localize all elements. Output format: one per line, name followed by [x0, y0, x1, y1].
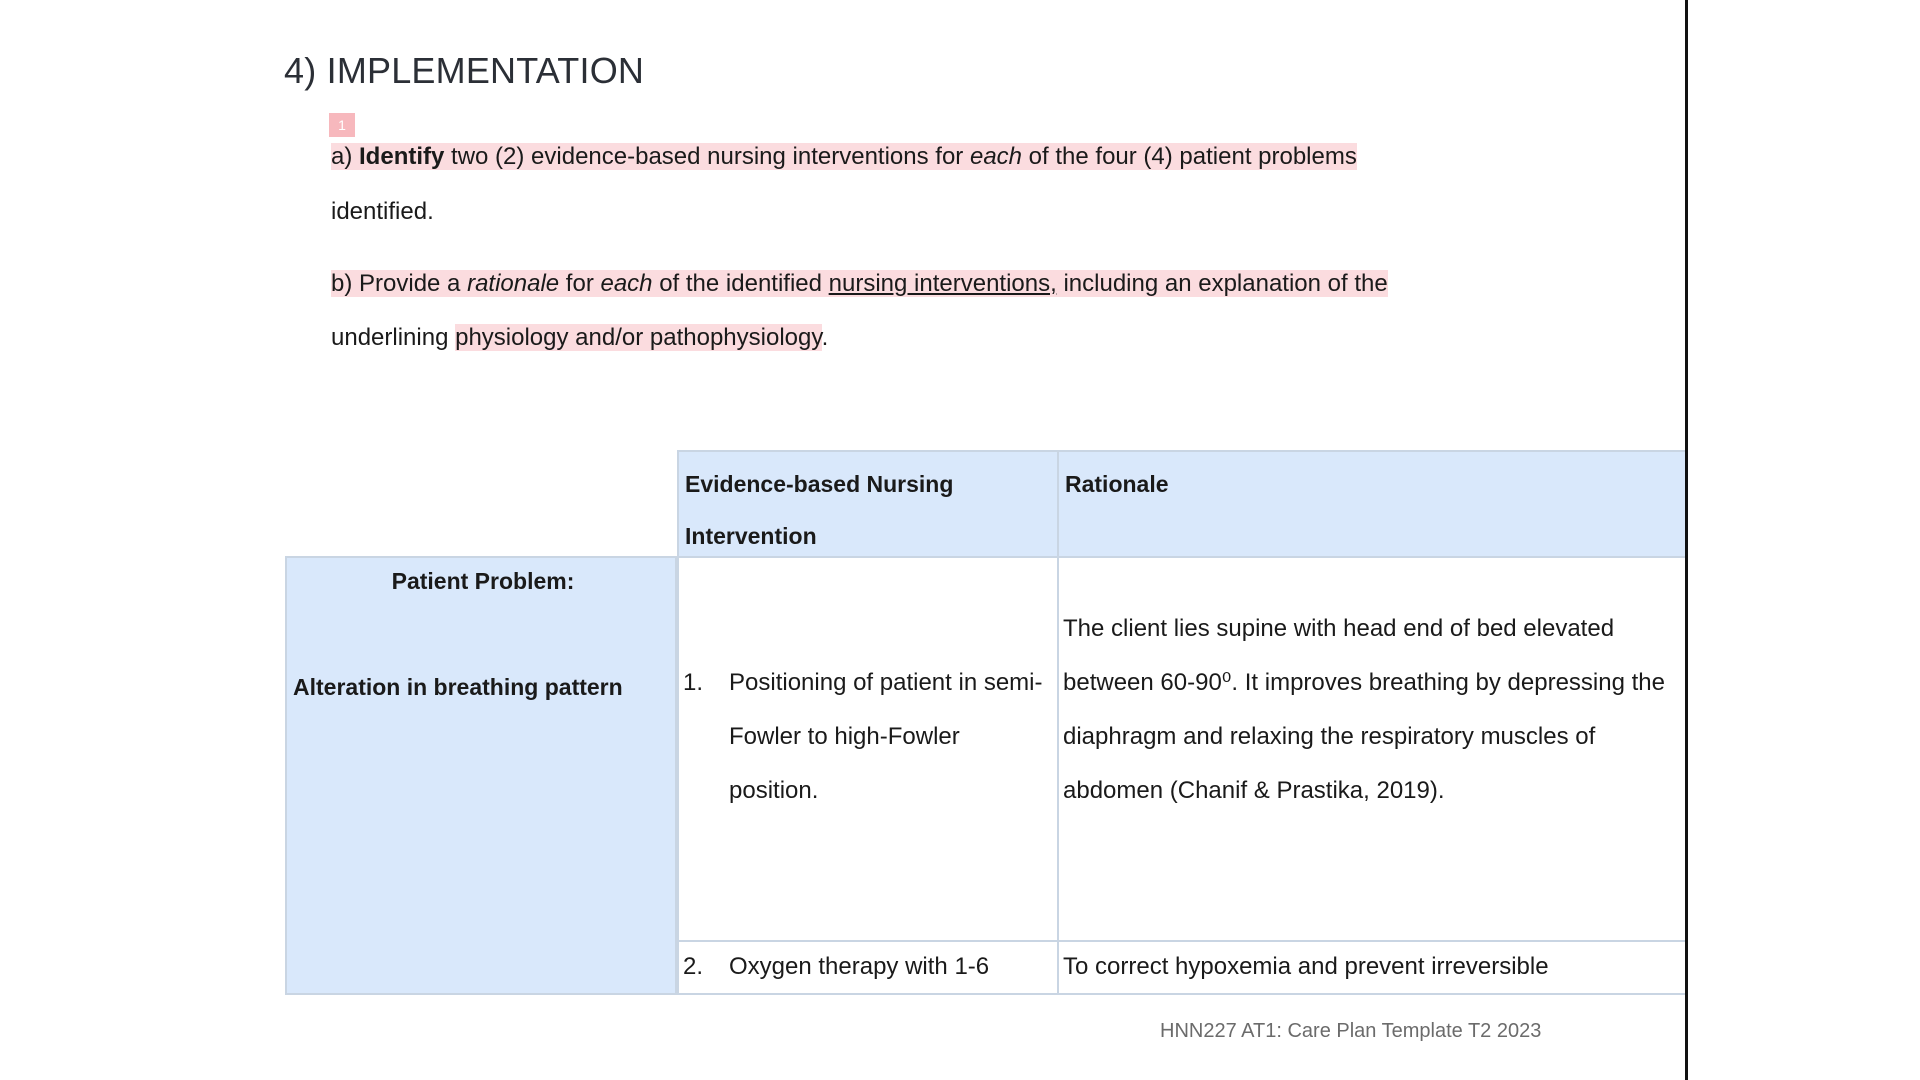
section-heading: 4) IMPLEMENTATION — [284, 50, 645, 91]
rationale-cell-2 — [1057, 940, 1685, 995]
patient-problem-cell — [285, 556, 677, 995]
intervention-text: Oxygen therapy with 1-6 — [729, 953, 990, 980]
page-right-edge — [1685, 0, 1688, 1080]
intervention-cell-1 — [677, 556, 1057, 940]
instruction-a-line2: identified. — [331, 198, 434, 225]
intervention-cell-2 — [677, 940, 1057, 995]
comment-marker[interactable]: 1 — [329, 113, 355, 137]
rationale-text: The client lies supine with head end of bed elevated between 60-90⁰. It improves breathing by depressing the diaphragm and relaxing the respiratory muscles of abdomen (Chanif & Prastika, 2019). — [1063, 615, 1665, 804]
instruction-b-line2: underlining physiology and/or pathophysiology. — [331, 324, 829, 351]
rationale-cell-1 — [1057, 556, 1685, 940]
header-rationale: Rationale — [1057, 450, 1685, 556]
instruction-a-line1: a) Identify two (2) evidence-based nursing interventions for each of the four (4) patient problems — [331, 143, 1357, 170]
page-footer: HNN227 AT1: Care Plan Template T2 2023 — [1160, 1020, 1542, 1042]
header-intervention: Evidence-based Nursing Intervention — [677, 450, 1057, 556]
intervention-text: Positioning of patient in semi-Fowler to high-Fowler position. — [729, 669, 1043, 804]
intervention-number: 2. — [683, 953, 704, 980]
patient-problem-name: Alteration in breathing pattern — [293, 674, 623, 700]
rationale-text: To correct hypoxemia and prevent irreversible — [1063, 953, 1549, 980]
instruction-b-line1: b) Provide a rationale for each of the identified nursing interventions, including an explanation of the — [331, 270, 1388, 297]
care-plan-table — [285, 450, 1685, 995]
patient-problem-label: Patient Problem: — [391, 568, 575, 594]
intervention-number: 1. — [683, 669, 704, 696]
